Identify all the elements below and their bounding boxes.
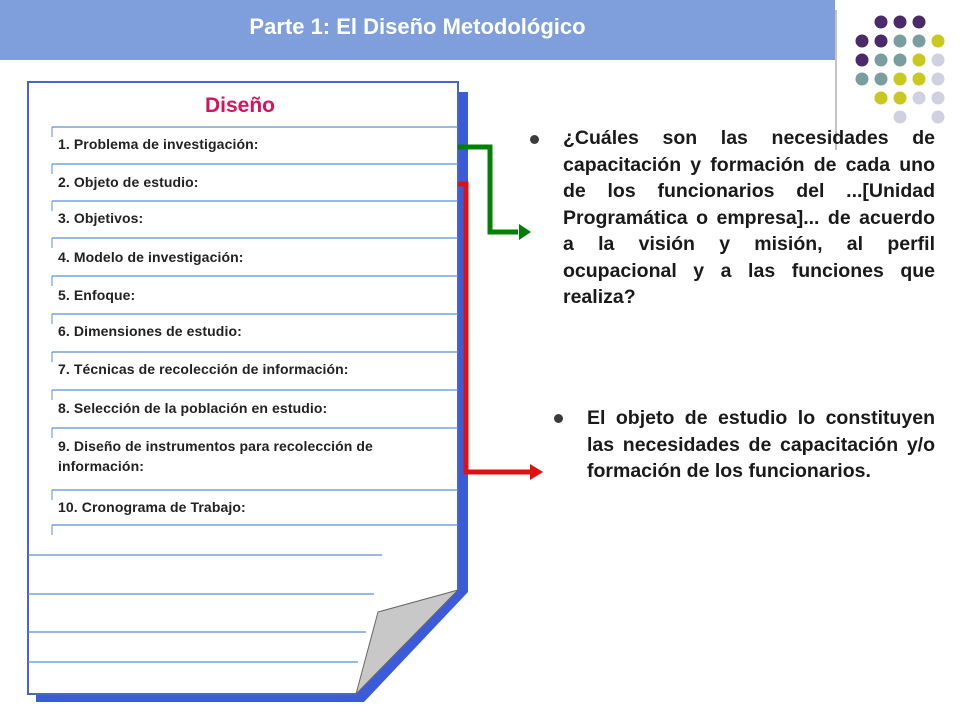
design-item-9: 9. Diseño de instrumentos para recolección de información: bbox=[58, 438, 373, 474]
slide-title: Parte 1: El Diseño Metodológico bbox=[249, 14, 586, 39]
design-item-5: 5. Enfoque: bbox=[58, 287, 136, 303]
design-item-10: 10. Cronograma de Trabajo: bbox=[58, 499, 246, 515]
red-arrow-head bbox=[530, 464, 543, 480]
design-item-4: 4. Modelo de investigación: bbox=[58, 249, 244, 265]
bullet-text-object: El objeto de estudio lo constituyen las necesidades de capacitación y/o formación de los funcionarios. bbox=[587, 407, 935, 482]
bullet-dot-1 bbox=[530, 135, 539, 144]
design-item-2: 2. Objeto de estudio: bbox=[58, 174, 199, 190]
design-item-3: 3. Objetivos: bbox=[58, 210, 144, 226]
document-heading: Diseño bbox=[204, 94, 275, 117]
green-arrow-head bbox=[519, 224, 531, 240]
design-item-6: 6. Dimensiones de estudio: bbox=[58, 323, 242, 339]
bullet-dot-2 bbox=[554, 414, 563, 423]
design-item-7: 7. Técnicas de recolección de información: bbox=[58, 361, 349, 377]
design-item-1: 1. Problema de investigación: bbox=[58, 136, 259, 152]
bullet-text-question: ¿Cuáles son las necesidades de capacitación y formación de cada uno de los funcionarios del ...[Unidad Programática o empresa]... de acuerdo a la visión y misión, al perfil ocupacional y a las funciones que realiza? bbox=[563, 127, 935, 308]
design-item-8: 8. Selección de la población en estudio: bbox=[58, 400, 328, 416]
